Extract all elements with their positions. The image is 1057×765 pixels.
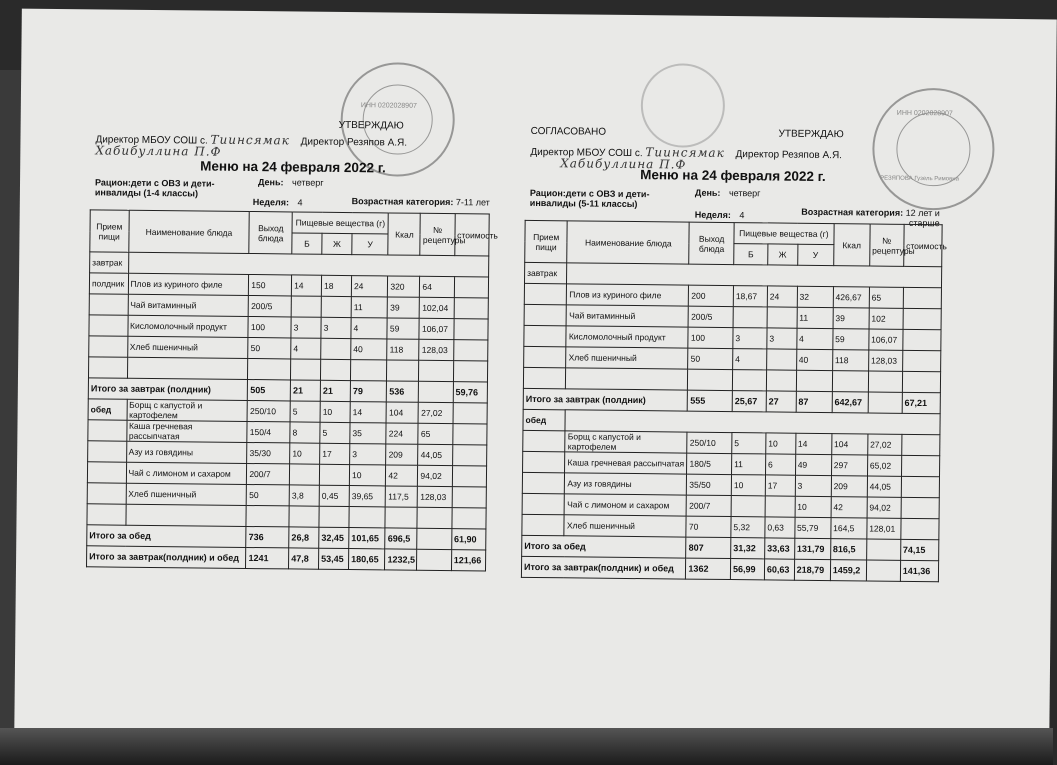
- table-cell: [524, 304, 567, 325]
- table-cell: [902, 371, 940, 392]
- table-cell: [387, 360, 419, 381]
- table-cell: [903, 287, 941, 308]
- table-cell: 64: [420, 276, 454, 297]
- table-cell: 642,67: [832, 392, 868, 413]
- table-cell: [868, 371, 902, 392]
- table-cell: 209: [386, 444, 418, 465]
- table-cell: [522, 514, 565, 535]
- table-cell: 79: [350, 381, 387, 402]
- table-cell: [766, 370, 796, 391]
- table-cell: 35/50: [687, 474, 732, 495]
- table-cell: Плов из куриного филе: [567, 284, 689, 306]
- table-cell: 94,02: [867, 497, 901, 518]
- table-cell: 150/4: [247, 421, 290, 442]
- table-cell: 39: [833, 308, 869, 329]
- section-dinner: обед: [88, 399, 127, 420]
- table-cell: [522, 472, 565, 493]
- table-cell: 200/7: [687, 495, 732, 516]
- table-cell: 17: [320, 443, 350, 464]
- right-menu-title: Меню на 24 февраля 2022 г.: [640, 167, 826, 185]
- table-cell: [125, 504, 246, 526]
- col-yield: Выход блюда: [249, 211, 292, 253]
- table-cell: 102,04: [420, 297, 454, 318]
- table-cell: [246, 505, 289, 526]
- table-cell: [291, 296, 321, 317]
- table-cell: 44,05: [867, 476, 901, 497]
- right-menu-table: [521, 220, 947, 582]
- table-cell: Каша гречневая рассыпчатая: [565, 452, 687, 474]
- table-cell: 27: [766, 391, 796, 412]
- table-cell: 426,67: [833, 287, 869, 308]
- left-ration: Рацион:дети с ОВЗ и дети-инвалиды (1-4 классы): [94, 177, 215, 199]
- table-cell: 10: [320, 401, 350, 422]
- table-cell: [832, 371, 868, 392]
- table-cell: 14: [291, 275, 321, 296]
- table-cell: 24: [767, 286, 797, 307]
- table-cell: 5: [732, 433, 766, 454]
- table-cell: 47,8: [289, 548, 319, 569]
- table-cell: Азу из говядины: [126, 441, 247, 463]
- table-cell: [87, 462, 126, 483]
- table-cell: 164,5: [831, 518, 867, 539]
- table-cell: [291, 359, 321, 380]
- table-cell: [523, 451, 566, 472]
- table-cell: 39,65: [349, 486, 386, 507]
- table-cell: 101,65: [349, 528, 386, 549]
- table-cell: 59: [833, 329, 869, 350]
- table-cell: 505: [248, 379, 291, 400]
- table-cell: [866, 539, 900, 560]
- table-cell: 150: [249, 274, 292, 295]
- table-cell: [903, 308, 941, 329]
- table-cell: [385, 507, 417, 528]
- table-cell: 128,01: [867, 518, 901, 539]
- table-cell: [901, 434, 939, 455]
- table-cell: [452, 508, 487, 529]
- table-cell: Итого за завтрак(полдник) и обед: [87, 546, 247, 569]
- table-cell: 4: [796, 328, 832, 349]
- table-cell: 32: [797, 286, 833, 307]
- table-cell: [454, 298, 489, 319]
- table-cell: 3,8: [289, 485, 319, 506]
- right-agreed: СОГЛАСОВАНО: [530, 125, 607, 138]
- table-cell: 10: [795, 496, 831, 517]
- table-cell: 70: [686, 516, 731, 537]
- table-cell: 118: [387, 339, 419, 360]
- table-cell: [321, 296, 351, 317]
- table-cell: 816,5: [830, 539, 866, 560]
- table-cell: 27,02: [868, 434, 902, 455]
- table-cell: 18,67: [733, 286, 767, 307]
- table-cell: Борщ с капустой и картофелем: [565, 431, 687, 453]
- table-cell: 200/5: [248, 295, 291, 316]
- table-cell: [523, 367, 566, 388]
- table-cell: 3: [291, 317, 321, 338]
- table-cell: [453, 361, 488, 382]
- table-cell: 56,99: [730, 559, 764, 580]
- table-cell: 39: [388, 297, 420, 318]
- table-cell: 536: [387, 381, 419, 402]
- right-faint-stamp: [640, 63, 725, 148]
- table-cell: 106,07: [419, 318, 453, 339]
- col-zh: Ж: [322, 233, 352, 254]
- table-cell: Чай витаминный: [128, 294, 249, 316]
- table-cell: 4: [291, 338, 321, 359]
- table-cell: 67,21: [902, 392, 940, 413]
- table-cell: [419, 360, 453, 381]
- table-cell: [452, 487, 487, 508]
- table-cell: 40: [351, 339, 388, 360]
- table-cell: 10: [290, 443, 320, 464]
- table-cell: 49: [795, 454, 831, 475]
- table-cell: [767, 349, 797, 370]
- table-cell: 104: [831, 434, 867, 455]
- table-cell: 1459,2: [830, 560, 866, 581]
- table-cell: [733, 307, 767, 328]
- table-cell: 250/10: [247, 400, 290, 421]
- table-cell: 65: [418, 423, 452, 444]
- table-cell: [87, 483, 126, 504]
- table-cell: [419, 381, 453, 402]
- table-cell: [127, 357, 248, 379]
- table-cell: [319, 506, 349, 527]
- col-kcal: Ккал: [833, 224, 870, 266]
- table-cell: 65: [869, 287, 903, 308]
- section-dinner: обед: [523, 409, 566, 430]
- table-cell: [524, 283, 567, 304]
- col-u: У: [352, 234, 389, 255]
- table-cell: 3: [733, 328, 767, 349]
- table-cell: 555: [688, 390, 733, 411]
- table-cell: 100: [248, 316, 291, 337]
- left-stamp-text: ИНН 0202028907: [360, 102, 417, 110]
- table-cell: 100: [688, 327, 733, 348]
- section-breakfast: завтрак: [90, 252, 129, 273]
- section-lunch: полдник: [89, 273, 128, 294]
- table-cell: Хлеб пшеничный: [126, 483, 247, 505]
- col-recipe: № рецептуры: [420, 213, 455, 255]
- scanned-page: [14, 9, 1057, 750]
- table-cell: 3: [767, 328, 797, 349]
- table-cell: 50: [688, 348, 733, 369]
- table-cell: 10: [349, 465, 386, 486]
- table-cell: [524, 325, 567, 346]
- table-cell: [866, 560, 900, 581]
- left-day: День: четверг: [257, 177, 324, 188]
- table-cell: 736: [246, 526, 289, 547]
- col-dish: Наименование блюда: [567, 221, 689, 264]
- table-cell: 94,02: [418, 465, 452, 486]
- table-cell: [350, 360, 387, 381]
- table-cell: 250/10: [687, 432, 732, 453]
- scanner-bottom-edge: [0, 728, 1053, 765]
- table-cell: 53,45: [319, 548, 349, 569]
- table-cell: 42: [831, 497, 867, 518]
- col-meal: Прием пищи: [525, 220, 568, 262]
- table-cell: 35: [350, 423, 387, 444]
- table-cell: Чай витаминный: [566, 305, 688, 327]
- table-cell: Итого за завтрак (полдник): [523, 388, 688, 411]
- table-cell: 141,36: [900, 560, 938, 581]
- table-cell: 200/7: [247, 463, 290, 484]
- col-nutrients: Пищевые вещества (г): [292, 212, 388, 234]
- table-cell: [88, 420, 127, 441]
- table-cell: 11: [351, 297, 388, 318]
- table-cell: 31,32: [731, 538, 765, 559]
- left-menu-table: [86, 209, 498, 571]
- table-cell: 24: [351, 276, 388, 297]
- col-recipe: № рецептуры: [869, 224, 903, 266]
- right-week: Неделя: 4: [694, 209, 745, 221]
- table-cell: [566, 368, 688, 390]
- table-cell: 297: [831, 455, 867, 476]
- table-cell: 209: [831, 476, 867, 497]
- table-cell: [453, 340, 488, 361]
- table-cell: Кисломолочный продукт: [127, 315, 248, 337]
- col-cost: стоимость: [903, 224, 942, 266]
- table-cell: [523, 430, 566, 451]
- table-cell: 5: [290, 401, 320, 422]
- right-place-signature: Тиинсямак: [645, 145, 725, 160]
- table-cell: 21: [290, 380, 320, 401]
- right-ration: Рацион:дети с ОВЗ и дети-инвалиды (5-11 классы): [529, 187, 650, 210]
- table-cell: [524, 346, 567, 367]
- col-dish: Наименование блюда: [128, 210, 249, 253]
- table-cell: Итого за обед: [522, 535, 687, 558]
- table-cell: 40: [796, 349, 832, 370]
- table-cell: 35/30: [247, 442, 290, 463]
- table-cell: [901, 455, 939, 476]
- table-cell: [732, 370, 766, 391]
- table-cell: 3: [321, 317, 351, 338]
- table-cell: 5,32: [731, 517, 765, 538]
- table-cell: [688, 369, 733, 390]
- table-cell: 180,65: [349, 549, 386, 570]
- table-cell: 131,79: [794, 538, 830, 559]
- table-cell: 65,02: [867, 455, 901, 476]
- left-signature: Хабибуллина П.Ф: [95, 143, 222, 159]
- left-place-signature: Тиинсямак: [210, 132, 290, 148]
- table-cell: Чай с лимоном и сахаром: [126, 462, 247, 484]
- table-cell: 32,45: [319, 527, 349, 548]
- table-cell: 3: [795, 475, 831, 496]
- table-cell: [765, 496, 795, 517]
- table-cell: 180/5: [687, 453, 732, 474]
- table-cell: [88, 441, 127, 462]
- table-cell: Каша гречневая рассыпчатая: [126, 420, 247, 442]
- table-cell: [88, 357, 127, 378]
- table-cell: Хлеб пшеничный: [564, 515, 686, 537]
- left-week: Неделя: 4: [252, 197, 303, 208]
- table-cell: 87: [796, 391, 832, 412]
- table-cell: [452, 445, 487, 466]
- col-b: Б: [292, 233, 322, 254]
- table-cell: 102: [869, 308, 903, 329]
- table-cell: [319, 464, 349, 485]
- table-cell: 10: [766, 433, 796, 454]
- table-cell: 27,02: [419, 402, 453, 423]
- table-cell: 118: [832, 350, 868, 371]
- table-cell: [731, 496, 765, 517]
- table-cell: 59,76: [453, 382, 488, 403]
- table-cell: [796, 370, 832, 391]
- table-cell: [87, 504, 126, 525]
- right-stamp: [872, 88, 995, 211]
- col-kcal: Ккал: [388, 213, 421, 255]
- table-cell: 18: [321, 275, 351, 296]
- table-cell: 11: [731, 454, 765, 475]
- table-cell: [901, 497, 939, 518]
- left-approve: УТВЕРЖДАЮ: [338, 119, 404, 132]
- col-u: У: [797, 244, 833, 265]
- total-row-grand: [521, 556, 938, 581]
- table-cell: [767, 307, 797, 328]
- table-cell: 3: [350, 444, 387, 465]
- table-cell: 44,05: [418, 444, 452, 465]
- table-cell: [903, 329, 941, 350]
- col-nutrients: Пищевые вещества (г): [734, 223, 834, 245]
- table-cell: 11: [797, 307, 833, 328]
- table-cell: 42: [386, 465, 418, 486]
- table-cell: [290, 464, 320, 485]
- table-cell: [417, 528, 451, 549]
- table-cell: 61,90: [451, 529, 486, 550]
- col-zh: Ж: [768, 244, 798, 265]
- table-cell: Азу из говядины: [565, 473, 687, 495]
- table-cell: [454, 277, 489, 298]
- table-cell: [417, 549, 451, 570]
- right-age: Возрастная категория: 12 лет и старше: [801, 206, 940, 229]
- table-cell: [901, 518, 939, 539]
- table-cell: 320: [388, 276, 420, 297]
- table-cell: [248, 358, 291, 379]
- total-row-grand: [87, 546, 486, 571]
- table-cell: [902, 350, 940, 371]
- table-cell: [901, 476, 939, 497]
- table-cell: 21: [320, 380, 350, 401]
- table-cell: 4: [733, 349, 767, 370]
- col-meal: Прием пищи: [90, 210, 129, 252]
- left-menu-title: Меню на 24 февраля 2022 г.: [200, 158, 386, 176]
- table-cell: Чай с лимоном и сахаром: [565, 494, 687, 516]
- table-cell: 50: [248, 337, 291, 358]
- table-cell: [417, 507, 451, 528]
- table-cell: 26,8: [289, 527, 319, 548]
- table-cell: [454, 319, 489, 340]
- table-cell: Плов из куриного филе: [128, 273, 249, 295]
- table-cell: Итого за завтрак (полдник): [88, 378, 248, 401]
- table-cell: 14: [350, 402, 387, 423]
- table-cell: 807: [686, 537, 731, 558]
- col-yield: Выход блюда: [689, 222, 734, 264]
- table-cell: [453, 424, 488, 445]
- table-cell: 696,5: [385, 528, 417, 549]
- table-cell: 25,67: [732, 391, 766, 412]
- table-cell: 5: [320, 422, 350, 443]
- table-cell: 14: [795, 433, 831, 454]
- table-cell: [89, 294, 128, 315]
- left-age: Возрастная категория: 7-11 лет: [351, 196, 490, 208]
- table-cell: 8: [290, 422, 320, 443]
- right-director-line: Директор МБОУ СОШ с. Тиинсямак Директор Резяпов А.Я.: [530, 145, 843, 162]
- table-cell: Борщ с капустой и картофелем: [127, 399, 248, 421]
- right-day: День: четверг: [694, 187, 761, 199]
- table-cell: 128,03: [418, 486, 452, 507]
- table-cell: 1232,5: [385, 549, 417, 570]
- table-cell: 60,63: [764, 559, 794, 580]
- table-cell: Кисломолочный продукт: [566, 326, 688, 348]
- table-cell: 218,79: [794, 559, 830, 580]
- table-cell: 1362: [686, 558, 731, 579]
- table-cell: 0,63: [765, 517, 795, 538]
- right-signature: Хабибуллина П.Ф: [560, 156, 687, 172]
- table-cell: 128,03: [419, 339, 453, 360]
- table-cell: 104: [386, 402, 418, 423]
- table-cell: [522, 493, 565, 514]
- table-cell: 224: [386, 423, 418, 444]
- table-cell: 121,66: [451, 550, 486, 571]
- right-stamp-text: ИНН 0202028907: [896, 109, 953, 118]
- table-cell: [349, 507, 386, 528]
- left-director-line: Директор МБОУ СОШ с. Тиинсямак Директор Резяпов А.Я.: [95, 132, 408, 149]
- table-cell: 128,03: [868, 350, 902, 371]
- table-cell: 55,79: [794, 517, 830, 538]
- table-cell: [89, 315, 128, 336]
- table-cell: 200: [689, 285, 734, 306]
- table-cell: [289, 506, 319, 527]
- table-cell: [868, 392, 902, 413]
- table-cell: 33,63: [765, 538, 795, 559]
- table-cell: 74,15: [900, 539, 938, 560]
- table-cell: Итого за обед: [87, 525, 247, 548]
- table-cell: Итого за завтрак(полдник) и обед: [521, 556, 686, 579]
- table-cell: 4: [351, 318, 388, 339]
- table-cell: 10: [731, 475, 765, 496]
- table-cell: 0,45: [319, 485, 349, 506]
- table-cell: 17: [765, 475, 795, 496]
- table-cell: 50: [247, 484, 290, 505]
- table-cell: [321, 359, 351, 380]
- table-cell: 106,07: [869, 329, 903, 350]
- table-cell: [89, 336, 128, 357]
- col-b: Б: [734, 244, 768, 265]
- table-cell: 59: [387, 318, 419, 339]
- right-approve: УТВЕРЖДАЮ: [778, 128, 844, 141]
- table-cell: 1241: [246, 547, 289, 568]
- section-breakfast: завтрак: [525, 262, 568, 283]
- table-cell: Хлеб пшеничный: [127, 336, 248, 358]
- right-stamp-name: РЕЗЯПОВА Гузель Римовна: [880, 175, 959, 183]
- col-cost: стоимость: [454, 214, 489, 256]
- table-cell: Хлеб пшеничный: [566, 347, 688, 369]
- table-cell: [452, 466, 487, 487]
- table-cell: 200/5: [688, 306, 733, 327]
- table-cell: [453, 403, 488, 424]
- table-cell: 117,5: [386, 486, 418, 507]
- table-cell: [321, 338, 351, 359]
- table-cell: 6: [765, 454, 795, 475]
